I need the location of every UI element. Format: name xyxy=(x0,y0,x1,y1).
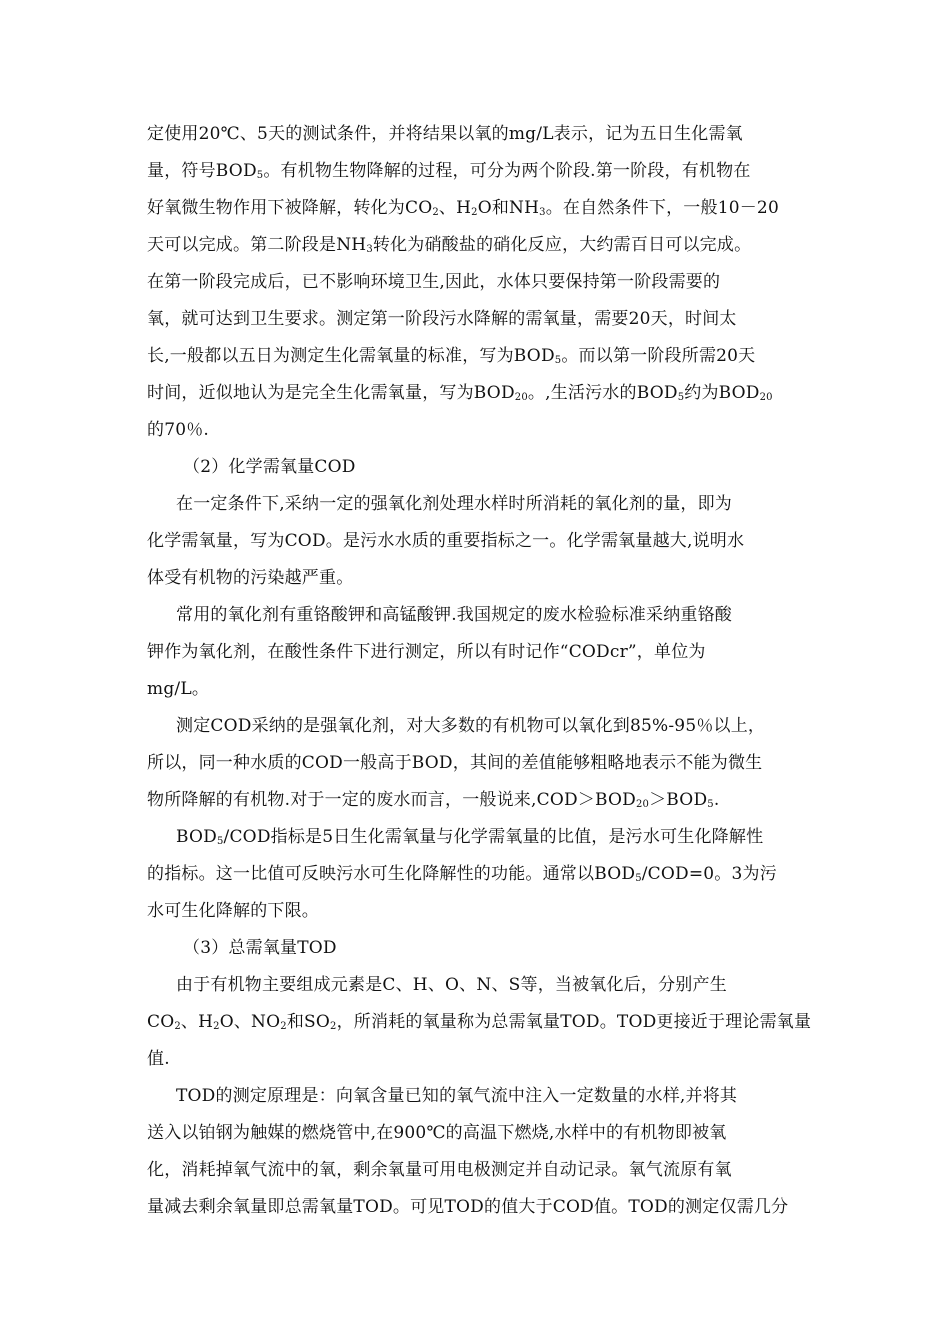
text-line: 所以，同一种水质的COD一般高于BOD，其间的差值能够粗略地表示不能为微生 xyxy=(147,753,763,773)
text-line: 量减去剩余氧量即总需氧量TOD。可见TOD的值大于COD值。TOD的测定仅需几分 xyxy=(147,1197,789,1217)
text-line: 的指标。这一比值可反映污水可生化降解性的功能。通常以$BOD_5/COD=0$。3为污 xyxy=(147,864,777,884)
text-line: 钾作为氧化剂，在酸性条件下进行测定，所以有时记作“CODcr”，单位为 xyxy=(147,642,706,662)
text-line: 水可生化降解的下限。 xyxy=(147,901,319,921)
text-line: 在一定条件下,采纳一定的强氧化剂处理水样时所消耗的氧化剂的量，即为 xyxy=(176,494,733,514)
section-heading: （2）化学需氧量COD xyxy=(183,457,356,477)
text-line: 天可以完成。第二阶段是$NH_3$转化为硝酸盐的硝化反应，大约需百日可以完成。 xyxy=(147,235,752,255)
text-line: 测定COD采纳的是强氧化剂，对大多数的有机物可以氧化到85%-95％以上， xyxy=(176,716,766,736)
text-line: 化，消耗掉氧气流中的氧，剩余氧量可用电极测定并自动记录。氧气流原有氧 xyxy=(147,1160,732,1180)
text-line: 在第一阶段完成后，已不影响环境卫生,因此，水体只要保持第一阶段需要的 xyxy=(147,272,721,292)
text-line: 量，符号$BOD_5$。有机物生物降解的过程，可分为两个阶段.第一阶段，有机物在 xyxy=(147,161,751,181)
text-line: TOD的测定原理是：向氧含量已知的氧气流中注入一定数量的水样,并将其 xyxy=(176,1086,738,1106)
text-line: 长,一般都以五日为测定生化需氧量的标准，写为$BOD_5$。而以第一阶段所需20天 xyxy=(147,346,756,366)
text-line: 的70％. xyxy=(147,420,210,440)
text-line: 时间，近似地认为是完全生化需氧量，写为$BOD_{20}$。,生活污水的$BOD_5$约为$BOD_{20}$ xyxy=(147,383,773,403)
text-line: 氧，就可达到卫生要求。测定第一阶段污水降解的需氧量，需要20天，时间太 xyxy=(147,309,737,329)
text-line: 由于有机物主要组成元素是C、H、O、N、S等，当被氧化后，分别产生 xyxy=(176,975,727,995)
text-line: 体受有机物的污染越严重。 xyxy=(147,568,354,588)
text-line: mg/L。 xyxy=(147,679,210,699)
text-line: 值. xyxy=(147,1049,170,1069)
text-line: 常用的氧化剂有重铬酸钾和高锰酸钾.我国规定的废水检验标准采纳重铬酸 xyxy=(176,605,733,625)
section-heading: （3）总需氧量TOD xyxy=(183,938,337,958)
text-line: 送入以铂钢为触媒的燃烧管中,在900℃的高温下燃烧,水样中的有机物即被氧 xyxy=(147,1123,727,1143)
text-line: $BOD_5$/COD指标是5日生化需氧量与化学需氧量的比值，是污水可生化降解性 xyxy=(176,827,764,847)
text-line: $CO_2$、$H_2O$、$NO_2$和$SO_2$，所消耗的氧量称为总需氧量TOD。TOD更接近于理论需氧量 xyxy=(147,1012,812,1032)
text-line: 好氧微生物作用下被降解，转化为$CO_2$、$H_2O$和$NH_3$。在自然条件下，一般10－20 xyxy=(147,198,779,218)
text-line: 化学需氧量，写为COD。是污水水质的重要指标之一。化学需氧量越大,说明水 xyxy=(147,531,745,551)
text-line: 物所降解的有机物.对于一定的废水而言，一般说来$,COD>BOD_{20}>BOD_5$. xyxy=(147,790,720,810)
text-line: 定使用20℃、5天的测试条件，并将结果以氧的mg/L表示，记为五日生化需氧 xyxy=(147,124,743,144)
